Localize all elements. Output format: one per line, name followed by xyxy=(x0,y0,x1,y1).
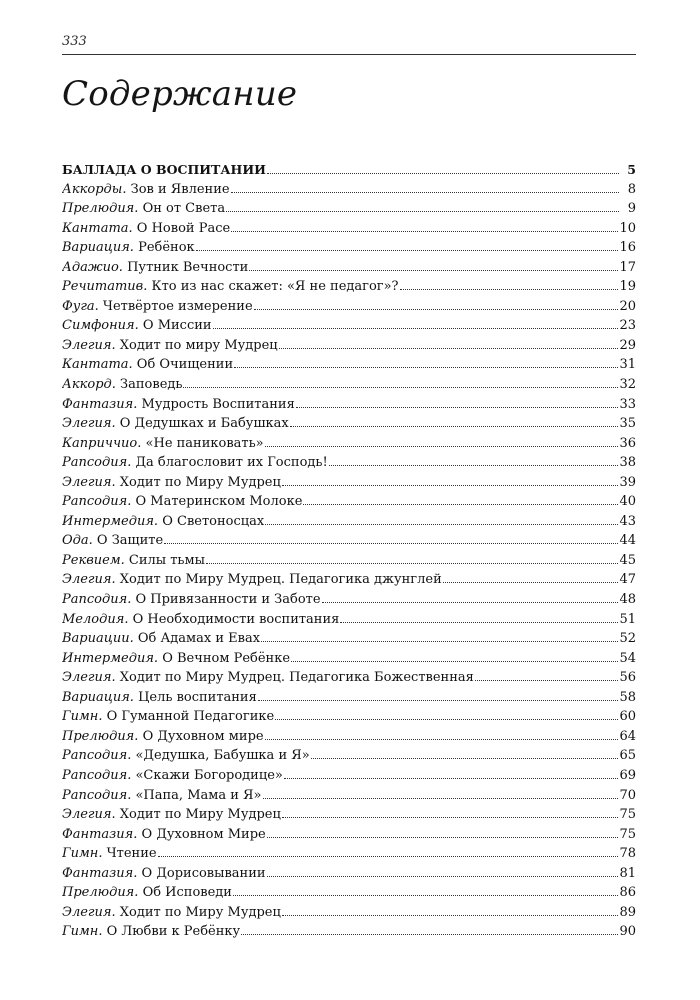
toc-entry-page: 65 xyxy=(619,748,636,764)
toc-dot-leader xyxy=(258,699,619,701)
toc-entry-genre: Каприччио. xyxy=(62,435,142,451)
toc-entry-title xyxy=(62,922,240,942)
toc-entry-title xyxy=(62,414,289,434)
toc-entry[interactable] xyxy=(62,531,636,551)
toc-entry-page: 69 xyxy=(619,767,636,783)
toc-entry-genre: Гимн. xyxy=(62,846,103,862)
toc-entry[interactable] xyxy=(62,395,636,415)
toc-entry-title xyxy=(62,903,281,923)
toc-entry-title xyxy=(62,316,212,336)
toc-entry[interactable] xyxy=(62,746,636,766)
toc-entry-page: 86 xyxy=(619,885,636,901)
toc-entry[interactable] xyxy=(62,844,636,864)
toc-entry-page: 29 xyxy=(619,337,636,353)
toc-dot-leader xyxy=(303,503,618,505)
toc-dot-leader xyxy=(265,445,619,447)
toc-entry[interactable] xyxy=(62,883,636,903)
toc-entry-title xyxy=(62,668,474,688)
toc-entry[interactable] xyxy=(62,473,636,493)
toc-entry-genre: Элегия. xyxy=(62,807,116,823)
toc-entry[interactable] xyxy=(62,727,636,747)
toc-entry-page: 39 xyxy=(619,474,636,490)
toc-entry[interactable] xyxy=(62,492,636,512)
toc-entry-genre: Вариация. xyxy=(62,240,134,256)
toc-entry-text: «Папа, Мама и Я» xyxy=(131,787,262,803)
toc-entry-text: Ходит по Миру Мудрец. Педагогика джунглей xyxy=(115,572,442,588)
toc-entry-page: 54 xyxy=(619,650,636,666)
toc-entry-text: Он от Света xyxy=(138,201,226,217)
toc-dot-leader xyxy=(213,327,619,329)
toc-entry-text: БАЛЛАДА О ВОСПИТАНИИ xyxy=(62,162,266,177)
toc-entry-text: Об Очищении xyxy=(132,357,234,373)
toc-entry-genre: Аккорд. xyxy=(62,377,116,393)
toc-dot-leader xyxy=(231,230,618,232)
toc-entry-page: 36 xyxy=(619,435,636,451)
toc-entry-title xyxy=(62,727,264,747)
toc-entry-title xyxy=(62,531,163,551)
toc-dot-leader xyxy=(263,797,619,799)
toc-entry-page: 78 xyxy=(619,846,636,862)
toc-entry-title xyxy=(62,453,328,473)
toc-entry-title xyxy=(62,512,264,532)
toc-entry-genre: Реквием. xyxy=(62,552,125,568)
toc-entry-page: 75 xyxy=(619,826,636,842)
toc-entry-title xyxy=(62,883,232,903)
toc-entry[interactable] xyxy=(62,786,636,806)
toc-entry-genre: Вариация. xyxy=(62,689,134,705)
toc-entry-genre: Рапсодия. xyxy=(62,787,132,803)
toc-entry-title xyxy=(62,864,266,884)
toc-entry[interactable] xyxy=(62,551,636,571)
toc-dot-leader xyxy=(234,366,618,368)
toc-entry[interactable] xyxy=(62,629,636,649)
toc-entry-genre: Гимн. xyxy=(62,709,103,725)
toc-entry-page: 90 xyxy=(619,924,636,940)
toc-entry-page: 8 xyxy=(627,181,636,197)
toc-entry-title xyxy=(62,297,253,317)
toc-entry[interactable] xyxy=(62,668,636,688)
toc-entry-page: 10 xyxy=(619,220,636,236)
toc-entry-genre: Аккорды. xyxy=(62,181,127,197)
toc-entry-text: Путник Вечности xyxy=(122,259,249,275)
toc-entry-text: Силы тьмы xyxy=(124,552,205,568)
toc-entry-page: 58 xyxy=(619,689,636,705)
toc-entry-page: 52 xyxy=(619,631,636,647)
toc-entry-text: Об Исповеди xyxy=(138,885,232,901)
toc-entry-text: Ходит по Миру Мудрец. Педагогика Божественная xyxy=(115,670,474,686)
toc-entry-page: 44 xyxy=(619,533,636,549)
toc-dot-leader xyxy=(322,601,619,603)
toc-entry-text: «Дедушка, Бабушка и Я» xyxy=(131,748,310,764)
toc-entry-title xyxy=(62,746,310,766)
toc-entry-page: 35 xyxy=(619,416,636,432)
toc-entry-text: О Новой Расе xyxy=(132,220,231,236)
toc-entry-page: 5 xyxy=(627,162,636,177)
toc-dot-leader xyxy=(158,855,619,857)
toc-entry[interactable] xyxy=(62,414,636,434)
toc-entry[interactable] xyxy=(62,590,636,610)
toc-dot-leader xyxy=(267,875,619,877)
toc-entry-text: Чтение xyxy=(102,846,157,862)
toc-entry-text: Об Адамах и Евах xyxy=(133,631,261,647)
toc-entry[interactable] xyxy=(62,649,636,669)
toc-entry-genre: Симфония. xyxy=(62,318,139,334)
toc-dot-leader xyxy=(475,679,619,681)
toc-dot-leader xyxy=(296,406,619,408)
toc-dot-leader xyxy=(329,464,619,466)
toc-dot-leader xyxy=(267,836,619,838)
toc-entry-text: О Необходимости воспитания xyxy=(128,611,340,627)
toc-entry-title xyxy=(62,258,248,278)
toc-dot-leader xyxy=(279,347,619,349)
toc-entry-page: 16 xyxy=(619,240,636,256)
toc-entry-page: 51 xyxy=(619,611,636,627)
toc-entry-page: 47 xyxy=(619,572,636,588)
toc-entry-text: Кто из нас скажет: «Я не педагог»? xyxy=(147,279,399,295)
toc-entry-genre: Кантата. xyxy=(62,357,133,373)
toc-entry-text: «Не паниковать» xyxy=(141,435,264,451)
toc-entry[interactable] xyxy=(62,258,636,278)
toc-entry-genre: Фантазия. xyxy=(62,865,138,881)
toc-entry-page: 9 xyxy=(627,201,636,217)
toc-entry-genre: Прелюдия. xyxy=(62,728,139,744)
toc-entry-text: Ходит по Миру Мудрец xyxy=(115,474,281,490)
toc-entry[interactable] xyxy=(62,277,636,297)
toc-dot-leader xyxy=(443,581,619,583)
toc-entry[interactable] xyxy=(62,707,636,727)
toc-entry-page: 48 xyxy=(619,592,636,608)
toc-entry-page: 70 xyxy=(619,787,636,803)
toc-entry-genre: Элегия. xyxy=(62,474,116,490)
toc-entry-title xyxy=(62,649,290,669)
toc-entry[interactable] xyxy=(62,864,636,884)
toc-entry-title xyxy=(62,590,321,610)
toc-dot-leader xyxy=(311,757,619,759)
toc-entry-text: О Гуманной Педагогике xyxy=(102,709,275,725)
toc-entry-title xyxy=(62,395,295,415)
toc-entry-page: 19 xyxy=(619,279,636,295)
toc-dot-leader xyxy=(241,933,618,935)
toc-entry-title xyxy=(62,492,302,512)
toc-entry-page: 64 xyxy=(619,728,636,744)
toc-entry-text: Ходит по Миру Мудрец xyxy=(115,807,281,823)
toc-entry-text: Зов и Явление xyxy=(126,181,230,197)
toc-entry-text: Четвёртое измерение xyxy=(98,298,253,314)
toc-entry-text: Цель воспитания xyxy=(133,689,257,705)
toc-dot-leader xyxy=(275,718,618,720)
toc-dot-leader xyxy=(291,660,618,662)
toc-entry-genre: Рапсодия. xyxy=(62,767,132,783)
toc-entry-genre: Кантата. xyxy=(62,220,133,236)
toc-entry-genre: Прелюдия. xyxy=(62,201,139,217)
toc-entry-text: Ходит по Миру Мудрец xyxy=(115,904,281,920)
toc-entry-title xyxy=(62,766,283,786)
toc-dot-leader xyxy=(400,288,619,290)
toc-entry-page: 89 xyxy=(619,904,636,920)
toc-entry-genre: Мелодия. xyxy=(62,611,129,627)
toc-entry-text: «Скажи Богородице» xyxy=(131,767,283,783)
toc-entry[interactable] xyxy=(62,434,636,454)
page-number: 333 xyxy=(62,34,87,49)
toc-dot-leader xyxy=(340,621,618,623)
toc-dot-leader xyxy=(249,269,618,271)
toc-entry-page: 31 xyxy=(619,357,636,373)
toc-entry-title xyxy=(62,219,230,239)
toc-entry[interactable] xyxy=(62,805,636,825)
toc-entry-page: 45 xyxy=(619,552,636,568)
toc-entry-title xyxy=(62,355,233,375)
toc-entry-genre: Фантазия. xyxy=(62,396,138,412)
toc-entry-genre: Рапсодия. xyxy=(62,592,132,608)
toc-entry-title xyxy=(62,434,264,454)
toc-entry-page: 17 xyxy=(619,259,636,275)
toc-entry[interactable] xyxy=(62,453,636,473)
toc-entry-genre: Интермедия. xyxy=(62,650,159,666)
toc-entry-title xyxy=(62,199,225,219)
toc-entry-genre: Фуга. xyxy=(62,298,99,314)
toc-dot-leader xyxy=(265,523,618,525)
toc-dot-leader xyxy=(261,640,618,642)
toc-entry-genre: Ода. xyxy=(62,533,93,549)
toc-entry-text: Да благословит их Господь! xyxy=(131,455,328,471)
toc-entry-title xyxy=(62,707,274,727)
toc-entry-genre: Рапсодия. xyxy=(62,455,132,471)
toc-entry[interactable] xyxy=(62,688,636,708)
toc-entry-text: Ребёнок xyxy=(133,240,195,256)
toc-entry-genre: Элегия. xyxy=(62,337,116,353)
toc-entry-title xyxy=(62,629,260,649)
table-of-contents xyxy=(62,160,636,942)
toc-dot-leader xyxy=(226,210,619,212)
toc-entry[interactable] xyxy=(62,238,636,258)
toc-entry-text: О Дедушках и Бабушках xyxy=(115,416,289,432)
toc-entry-text: О Любви к Ребёнку xyxy=(102,924,241,940)
toc-dot-leader xyxy=(265,738,619,740)
toc-dot-leader xyxy=(282,914,619,916)
toc-entry-genre: Вариации. xyxy=(62,631,134,647)
toc-entry-genre: Элегия. xyxy=(62,416,116,432)
toc-entry[interactable] xyxy=(62,903,636,923)
toc-entry-genre: Речитатив. xyxy=(62,279,148,295)
toc-entry-text: О Светоносцах xyxy=(158,513,265,529)
toc-entry-page: 33 xyxy=(619,396,636,412)
toc-entry-genre: Гимн. xyxy=(62,924,103,940)
toc-entry[interactable] xyxy=(62,355,636,375)
toc-dot-leader xyxy=(196,249,619,251)
toc-entry-text: Мудрость Воспитания xyxy=(137,396,295,412)
toc-entry-title xyxy=(62,570,442,590)
page-title: Содержание xyxy=(62,74,298,114)
toc-entry-genre: Элегия. xyxy=(62,904,116,920)
toc-entry-text: О Миссии xyxy=(138,318,212,334)
toc-entry-text: О Привязанности и Заботе xyxy=(131,592,321,608)
toc-dot-leader xyxy=(206,562,618,564)
toc-entry-genre: Прелюдия. xyxy=(62,885,139,901)
toc-dot-leader xyxy=(290,425,619,427)
toc-entry-genre: Рапсодия. xyxy=(62,494,132,510)
toc-dot-leader xyxy=(183,386,618,388)
toc-entry-title xyxy=(62,786,262,806)
toc-entry-title xyxy=(62,688,257,708)
toc-entry-page: 23 xyxy=(619,318,636,334)
toc-entry[interactable] xyxy=(62,199,636,219)
toc-entry-page: 40 xyxy=(619,494,636,510)
toc-entry-genre: Интермедия. xyxy=(62,513,159,529)
toc-entry-page: 75 xyxy=(619,807,636,823)
toc-dot-leader xyxy=(282,484,619,486)
toc-entry-text: О Духовном Мире xyxy=(137,826,266,842)
toc-entry-page: 38 xyxy=(619,455,636,471)
toc-dot-leader xyxy=(267,172,619,174)
toc-dot-leader xyxy=(233,894,618,896)
toc-entry-title xyxy=(62,844,157,864)
toc-entry-title xyxy=(62,160,266,180)
toc-entry-page: 60 xyxy=(619,709,636,725)
toc-entry-title xyxy=(62,238,195,258)
toc-entry[interactable] xyxy=(62,219,636,239)
toc-entry[interactable] xyxy=(62,922,636,942)
toc-dot-leader xyxy=(254,308,619,310)
toc-entry-text: О Дорисовывании xyxy=(137,865,266,881)
toc-entry-page: 43 xyxy=(619,513,636,529)
toc-entry-genre: Элегия. xyxy=(62,670,116,686)
toc-entry[interactable] xyxy=(62,570,636,590)
toc-dot-leader xyxy=(164,542,618,544)
toc-entry-page: 32 xyxy=(619,377,636,393)
toc-entry[interactable] xyxy=(62,375,636,395)
header-rule xyxy=(62,54,636,55)
toc-entry-title xyxy=(62,825,266,845)
toc-entry[interactable] xyxy=(62,316,636,336)
toc-entry[interactable] xyxy=(62,512,636,532)
toc-entry-title xyxy=(62,610,339,630)
toc-entry[interactable] xyxy=(62,160,636,180)
toc-entry-text: О Защите xyxy=(92,533,164,549)
toc-entry-title xyxy=(62,375,182,395)
toc-entry-title xyxy=(62,180,230,200)
toc-entry[interactable] xyxy=(62,297,636,317)
toc-entry-title xyxy=(62,551,205,571)
toc-entry[interactable] xyxy=(62,766,636,786)
toc-entry[interactable] xyxy=(62,825,636,845)
toc-entry-title xyxy=(62,805,281,825)
toc-entry-text: Заповедь xyxy=(115,377,183,393)
toc-dot-leader xyxy=(282,816,619,818)
toc-entry-page: 81 xyxy=(619,865,636,881)
toc-entry-genre: Рапсодия. xyxy=(62,748,132,764)
toc-entry[interactable] xyxy=(62,336,636,356)
toc-dot-leader xyxy=(284,777,619,779)
toc-entry[interactable] xyxy=(62,180,636,200)
toc-entry-genre: Адажио. xyxy=(62,259,123,275)
toc-entry-page: 56 xyxy=(619,670,636,686)
toc-entry-title xyxy=(62,277,399,297)
toc-entry-genre: Элегия. xyxy=(62,572,116,588)
toc-entry-genre: Фантазия. xyxy=(62,826,138,842)
toc-entry-text: О Вечном Ребёнке xyxy=(158,650,291,666)
toc-dot-leader xyxy=(231,191,619,193)
toc-entry-text: О Материнском Молоке xyxy=(131,494,303,510)
toc-entry-title xyxy=(62,473,281,493)
toc-entry-title xyxy=(62,336,278,356)
toc-entry[interactable] xyxy=(62,610,636,630)
toc-entry-page: 20 xyxy=(619,298,636,314)
toc-entry-text: О Духовном мире xyxy=(138,728,264,744)
toc-entry-text: Ходит по миру Мудрец xyxy=(115,337,278,353)
